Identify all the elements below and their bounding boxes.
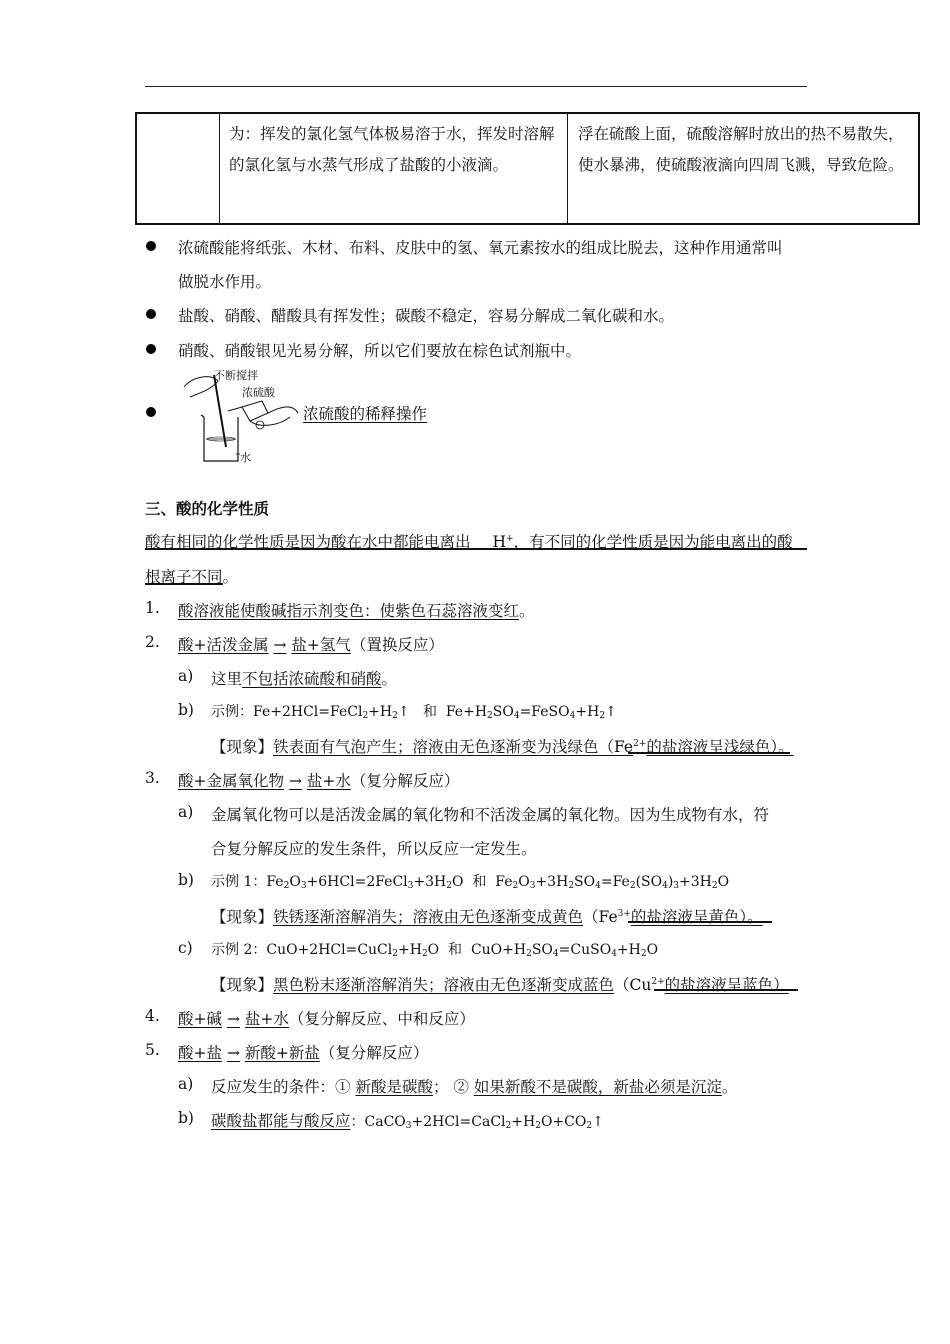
bullet-dot [146, 309, 156, 319]
arrow-icon: → [226, 1010, 240, 1028]
item2b-equation: 示例：$Fe+2HCl=FeCl_2+H_2↑$ 和 $Fe+H_2SO_4=FeSO_4+H_2↑$ [211, 704, 617, 721]
intro-h-ion: H [492, 533, 507, 551]
section-title: 三、酸的化学性质 [145, 499, 270, 518]
item3c-phenomenon: 【现象】黑色粉末逐渐溶解消失；溶液由无色逐渐变成蓝色（$Cu^{2+}$的盐溶液呈蓝色） [211, 976, 789, 994]
item-number: 4. [145, 1007, 160, 1025]
item-number: 1. [145, 599, 160, 617]
phenomenon-underline [654, 989, 798, 991]
section-intro-line2: 根离子不同。 [145, 568, 239, 586]
arrow-icon: → [226, 1044, 240, 1062]
arrow-icon: → [273, 636, 287, 654]
table-cell-h2so4-text: 浮在硫酸上面，硫酸溶解时放出的热不易散失，使水暴沸，使硫酸液滴向四周飞溅，导致危险。 [578, 125, 904, 174]
bullet-dehydration-line2: 做脱水作用。 [178, 273, 272, 291]
sub-label: a) [178, 667, 194, 685]
bullet-dot [146, 241, 156, 251]
item3a-line1: 金属氧化物可以是活泼金属的氧化物和不活泼金属的氧化物。因为生成物有水，符 [211, 806, 770, 824]
intro-text-a: 酸有相同的化学性质是因为酸在水中都能电离出 [145, 533, 471, 551]
item-number: 5. [145, 1041, 160, 1059]
figure-label-water: 水 [240, 451, 251, 464]
dilution-figure [170, 367, 300, 467]
table-cell-hcl [220, 114, 568, 223]
sub-label: a) [178, 803, 194, 821]
figure-label-acid: 浓硫酸 [242, 386, 275, 399]
bullet-dilution-caption: 浓硫酸的稀释操作 [303, 405, 428, 423]
item5a-text: 反应发生的条件：① 新酸是碳酸； ② 如果新酸不是碳酸，新盐必须是沉淀。 [211, 1078, 738, 1096]
bullet-light-decomposition: 硝酸、硝酸银见光易分解，所以它们要放在棕色试剂瓶中。 [178, 342, 582, 360]
intro-h-sup: + [506, 534, 514, 544]
item4-text: 酸+碱 → 盐+水（复分解反应、中和反应） [178, 1010, 475, 1028]
comparison-table [135, 112, 920, 225]
sub-label: b) [178, 871, 194, 889]
bullet-dot [146, 407, 156, 417]
item2a-text: 这里不包括浓硫酸和硝酸。 [211, 670, 398, 688]
phenomenon-underline [628, 921, 772, 923]
item-number: 3. [145, 769, 160, 787]
figure-label-stir: 不断搅拌 [214, 369, 258, 382]
item1-text: 酸溶液能使酸碱指示剂变色：使紫色石蕊溶液变红。 [178, 602, 535, 620]
item3b-phenomenon: 【现象】铁锈逐渐溶解消失；溶液由无色逐渐变成黄色（$Fe^{3+}$的盐溶液呈黄色）。 [211, 908, 763, 926]
item3b-equation: 示例 1：$Fe_2O_3+6HCl=2FeCl_3+3H_2O$ 和 $Fe_2O_3+3H_2SO_4=Fe_2(SO_4)_3+3H_2O$ [211, 874, 730, 891]
arrow-icon: → [288, 772, 302, 790]
header-rule [145, 86, 807, 87]
bullet-dot [146, 344, 156, 354]
item3a-line2: 合复分解反应的发生条件，所以反应一定发生。 [211, 840, 537, 858]
item5-text: 酸+盐 → 新酸+新盐（复分解反应） [178, 1044, 429, 1062]
table-cell-empty [137, 114, 220, 223]
sub-label: b) [178, 701, 194, 719]
intro-underline2 [145, 583, 223, 585]
table-cell-h2so4 [568, 114, 918, 223]
sub-label: c) [178, 939, 193, 957]
intro-text-b: ，有不同的化学性质是因为能电离出的酸 [513, 533, 793, 551]
sub-label: b) [178, 1109, 194, 1127]
sub-label: a) [178, 1075, 194, 1093]
phenomenon-underline [628, 752, 790, 754]
item5b-text: 碳酸盐都能与酸反应：$CaCO_3+2HCl=CaCl_2+H_2O+CO_2↑$ [211, 1112, 604, 1131]
item3-text: 酸+金属氧化物 → 盐+水（复分解反应） [178, 772, 460, 790]
intro-underline [145, 548, 807, 550]
item3c-equation: 示例 2：$CuO+2HCl=CuCl_2+H_2O$ 和 $CuO+H_2SO_4=CuSO_4+H_2O$ [211, 942, 659, 959]
table-cell-hcl-text: 为：挥发的氯化氢气体极易溶于水，挥发时溶解的氯化氢与水蒸气形成了盐酸的小液滴。 [229, 125, 555, 174]
item2-phenomenon: 【现象】铁表面有气泡产生；溶液由无色逐渐变为浅绿色（$Fe^{2+}$的盐溶液呈浅绿色）。 [211, 738, 794, 756]
bullet-volatility: 盐酸、硝酸、醋酸具有挥发性；碳酸不稳定，容易分解成二氧化碳和水。 [178, 307, 675, 325]
item2-text: 酸+活泼金属 → 盐+氢气（置换反应） [178, 636, 444, 654]
bullet-dehydration-line1: 浓硫酸能将纸张、木材、布料、皮肤中的氢、氧元素按水的组成比脱去，这种作用通常叫 [178, 239, 783, 257]
item-number: 2. [145, 633, 160, 651]
